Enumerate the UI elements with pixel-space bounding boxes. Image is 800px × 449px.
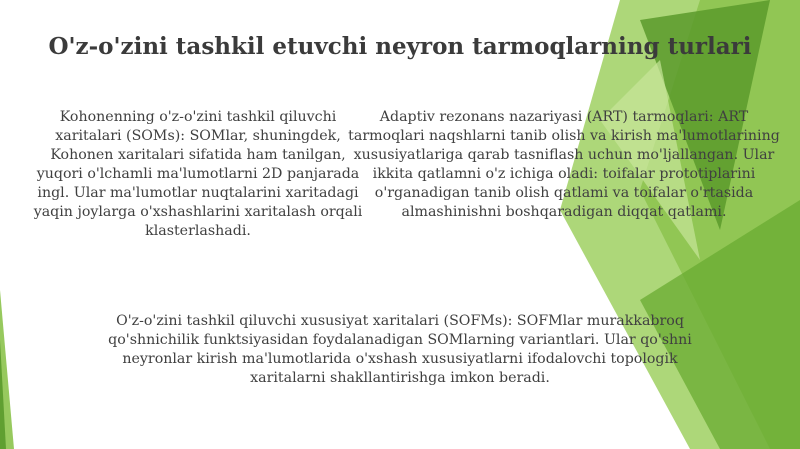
text-block-sofms: O'z-o'zini tashkil qiluvchi xususiyat xaritalari (SOFMs): SOFMlar murakkabroq qo'shnichilik funktsiyasidan foydalanadigan SOMlarning variantlari. Ular qo'shni neyronlar kirish ma'lumotlarida o'xshash xususiyatlarni ifodalovchi topologik xaritalarni shakllantirishga imkon beradi. bbox=[108, 313, 692, 386]
text-block-soms: Kohonenning o'z-o'zini tashkil qiluvchi xaritalari (SOMs): SOMlar, shuningdek, Kohonen xaritalari sifatida ham tanilgan, yuqori o'lchamli ma'lumotlarni 2D panjarada ingl. Ular ma'lumotlar nuqtalarini xaritadagi yaqin joylarga o'xshashlarini xaritalash orqali klasterlashadi. bbox=[33, 109, 363, 239]
slide-title: O'z-o'zini tashkil etuvchi neyron tarmoqlarning turlari bbox=[48, 33, 752, 60]
text-block-art: Adaptiv rezonans nazariyasi (ART) tarmoqlari: ART tarmoqlari naqshlarni tanib olish va kirish ma'lumotlarining xususiyatlariga qarab tasniflash uchun mo'ljallangan. Ular ikkita qatlamni o'z ichiga oladi: toifalar prototiplarini o'rganadigan tanib olish qatlami va toifalar o'rtasida almashinishni boshqaradigan diqqat qatlami. bbox=[348, 109, 780, 220]
